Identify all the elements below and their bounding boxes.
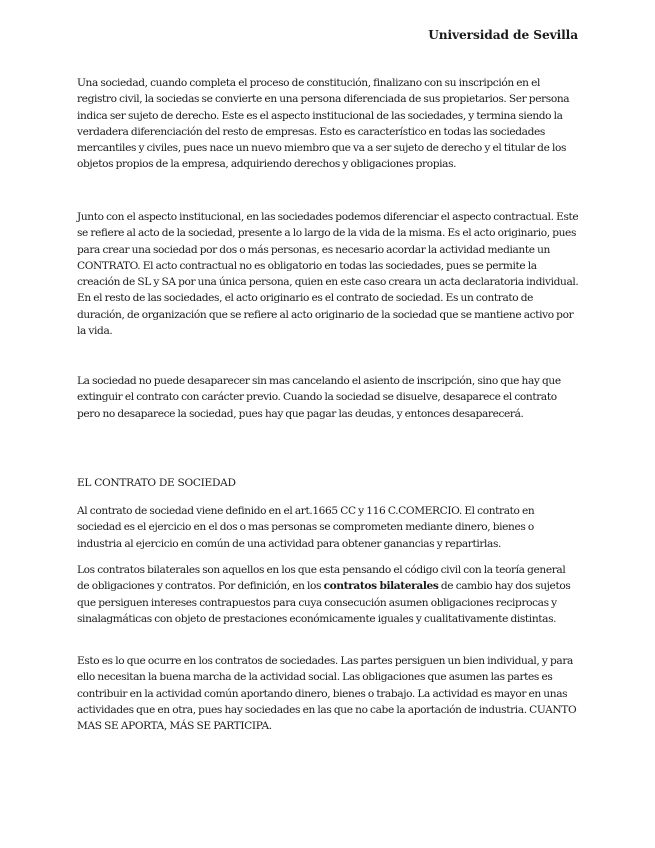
paragraph-contratos-sociedades: Esto es lo que ocurre en los contratos de sociedades. Las partes persiguen un bien individual, y para ello necesitan la buena marcha de la actividad social. Las obligaciones que asumen las partes es contribuir en la actividad común aportando dinero, bienes o trabajo. La actividad es mayor en unas actividades que en otra, pues hay sociedades en las que no cabe la aportación de industria. CUANTO MAS SE APORTA, MÁS SE PARTICIPA. — [77, 655, 577, 733]
paragraph-desaparicion-sociedad: La sociedad no puede desaparecer sin mas cancelando el asiento de inscripción, sino que hay que extinguir el contrato con carácter previo. Cuando la sociedad se disuelve, desaparece el contrato pero no desaparece la sociedad, pues hay que pagar las deudas, y entonces desaparecerá. — [77, 375, 561, 420]
bold-term-contratos-bilaterales: contratos bilaterales — [323, 580, 439, 593]
section-title: EL CONTRATO DE SOCIEDAD — [77, 477, 236, 489]
paragraph-aspecto-contractual: Junto con el aspecto institucional, en las sociedades podemos diferenciar el aspecto contractual. Este se refiere al acto de la sociedad, presente a lo largo de la vida de la misma. Es el acto originario, pues para crear una sociedad por dos o más personas, es necesario acordar la actividad mediante un CONTRATO. El acto contractual no es obligatorio en todas las sociedades, pues se permite la creación de SL y SA por una única persona, quien en este caso creara un acta declaratoria individual. En el resto de las sociedades, el acto originario es el contrato de sociedad. Es un contrato de duración, de organización que se refiere al acto originario de la sociedad que se mantiene activo por la vida. — [77, 211, 579, 338]
header-university: Universidad de Sevilla — [428, 28, 578, 42]
paragraph-text-segment: Los contratos bilaterales son aquellos en los que esta pensando el código civil con la teoría general de obligaciones y contratos. Por definición, en los — [77, 564, 566, 593]
paragraph-aspecto-institucional: Una sociedad, cuando completa el proceso de constitución, finalizano con su inscripción en el registro civil, la sociedas se convierte en una persona diferenciada de sus propietarios. Ser persona indica ser sujeto de derecho. Este es el aspecto institucional de las sociedades, y termina siendo la verdadera diferenciación del resto de empresas. Esto es característico en todas las sociedades mercantiles y civiles, pues nace un nuevo miembro que va a ser sujeto de derecho y el titular de los objetos propios de la empresa, adquiriendo derechos y obligaciones propias. — [77, 77, 570, 171]
paragraph-contratos-bilaterales — [77, 562, 579, 627]
paragraph-definicion-contrato: Al contrato de sociedad viene definido en el art.1665 CC y 116 C.COMERCIO. El contrato en sociedad es el ejercicio en el dos o mas personas se comprometen mediante dinero, bienes o industria al ejercicio en común de una actividad para obtener ganancias y repartirlas. — [77, 505, 535, 550]
paragraph-text-segment: de cambio hay dos sujetos que persiguen intereses contrapuestos para cuya consecución asumen obligaciones reciprocas y sinalagmáticas con objeto de prestaciones económicamente iguales y cualitativamente distintas. — [77, 580, 571, 625]
